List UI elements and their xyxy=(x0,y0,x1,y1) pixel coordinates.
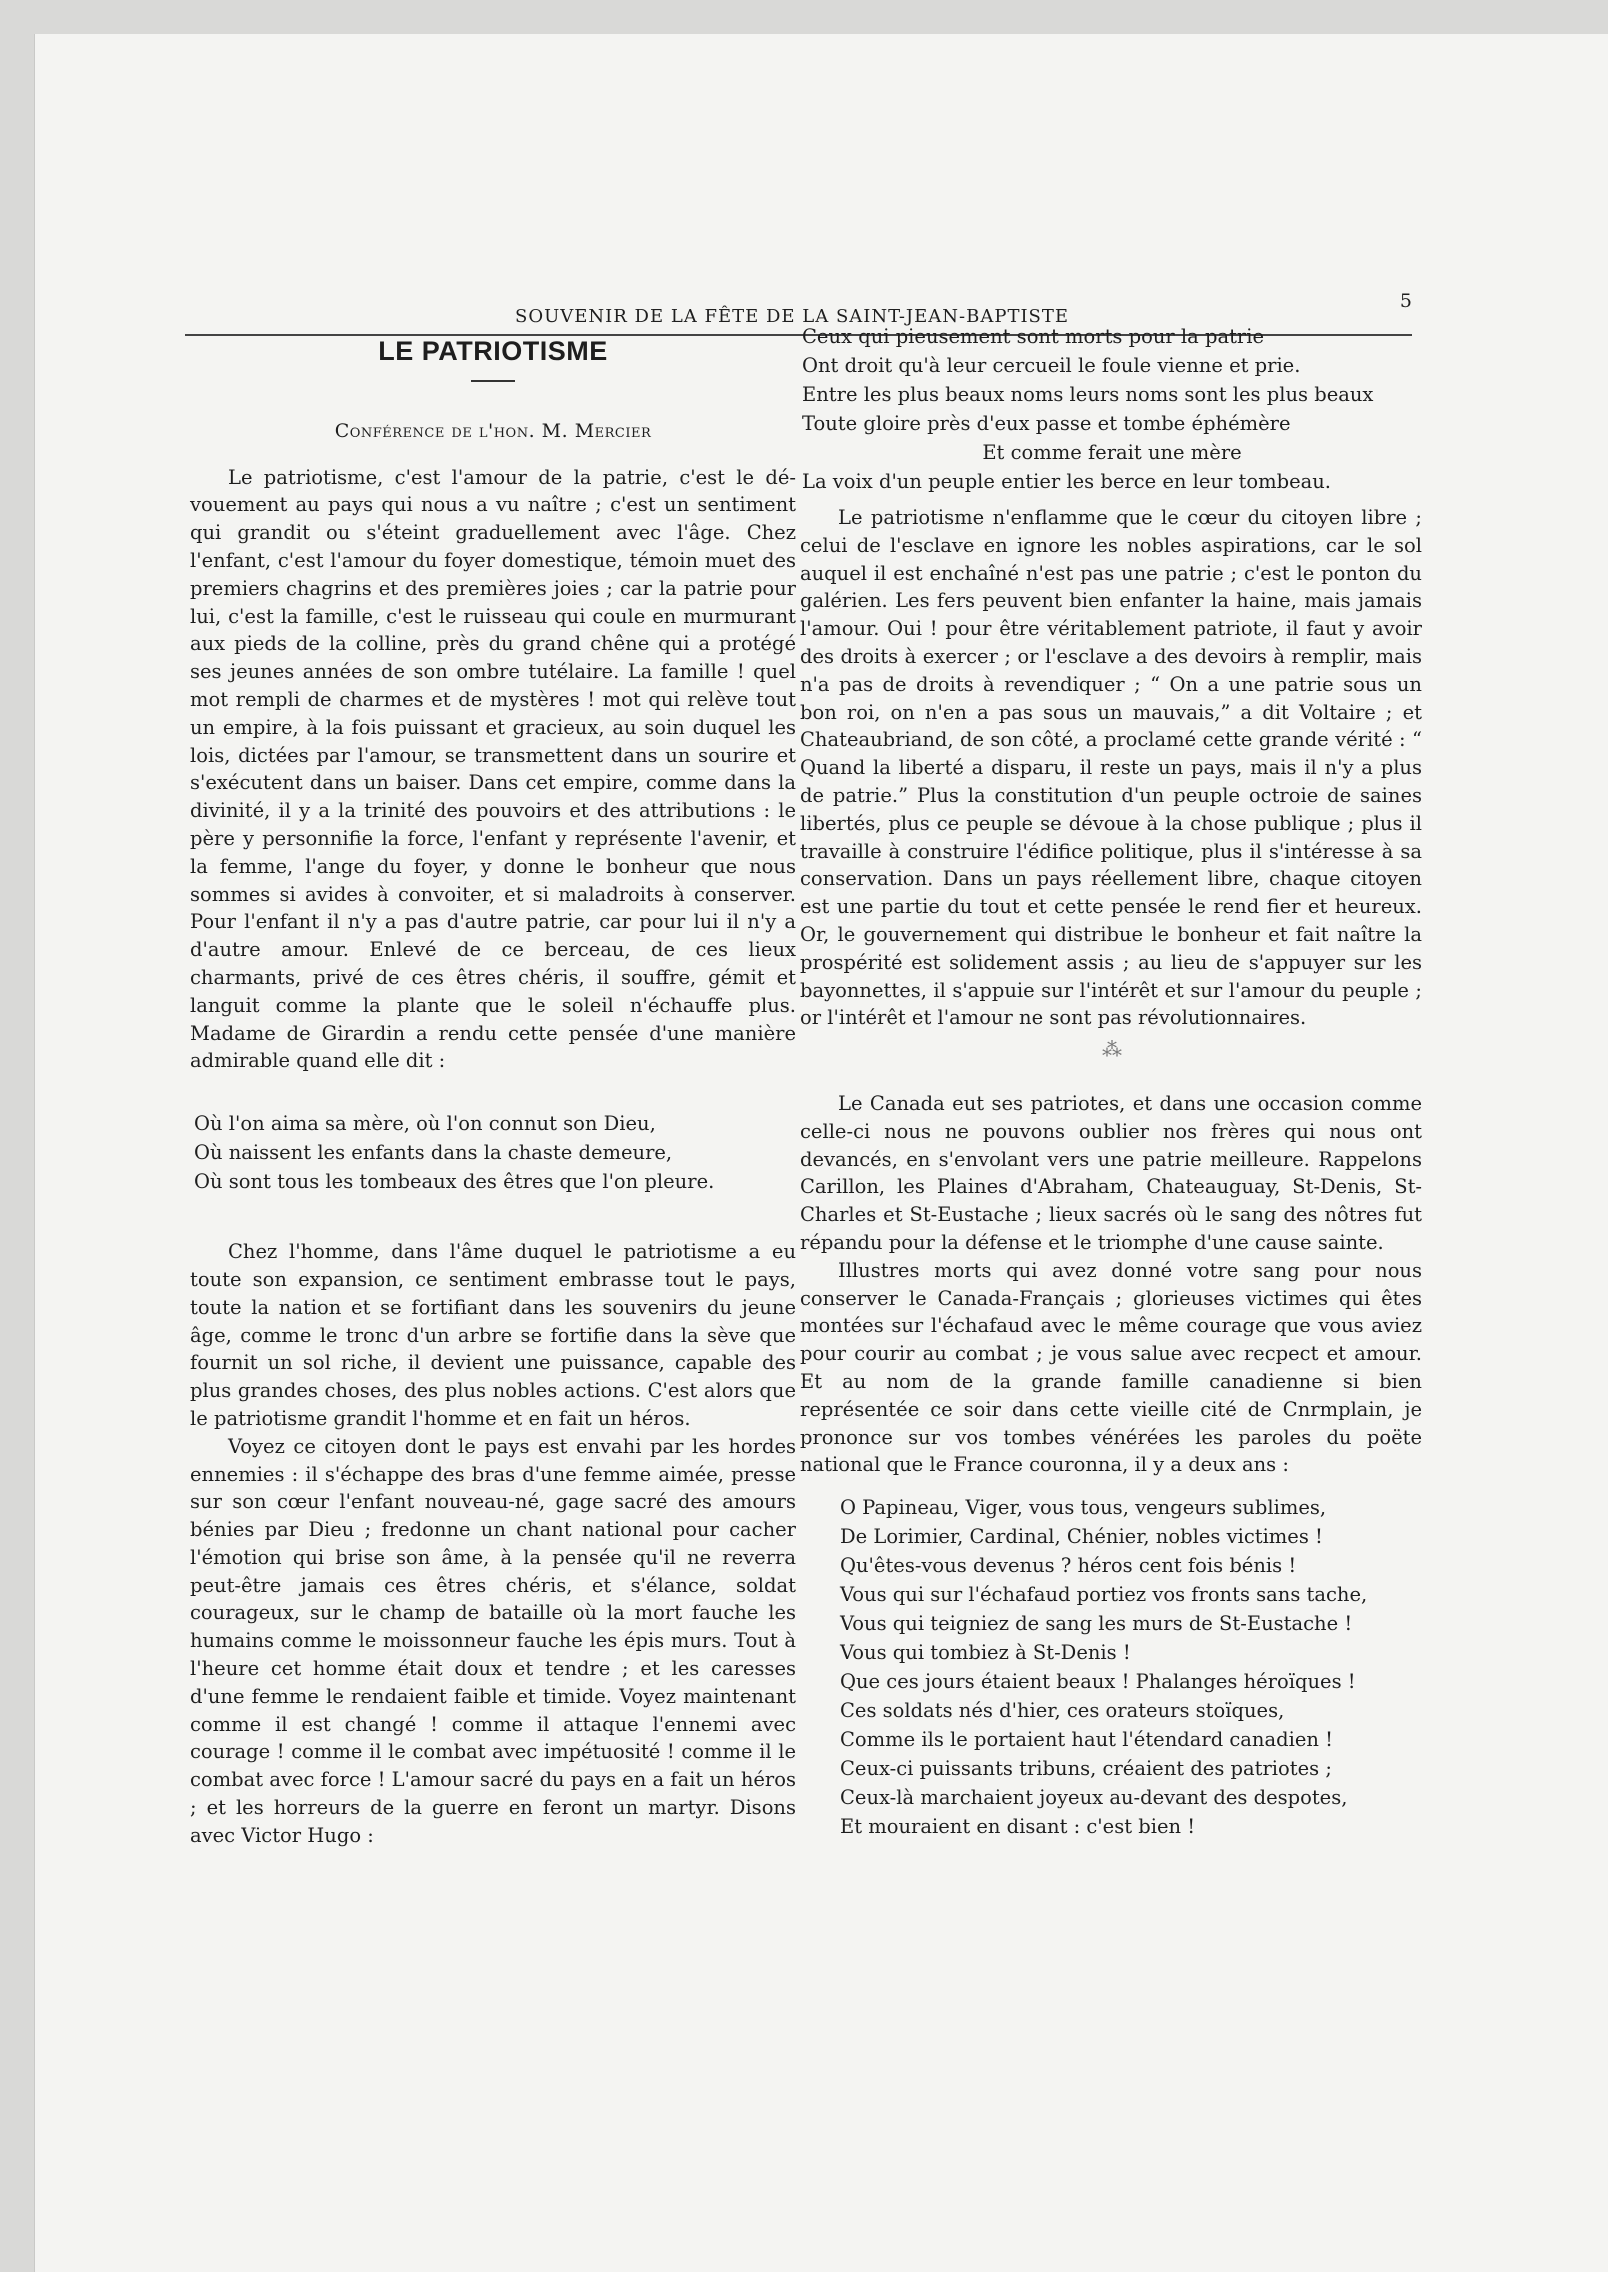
verse-line: Où naissent les enfants dans la chaste demeure, xyxy=(194,1141,673,1165)
page-number: 5 xyxy=(1399,290,1412,312)
verse-line: O Papineau, Viger, vous tous, vengeurs sublimes, xyxy=(840,1496,1327,1520)
article-byline: Conférence de l'hon. M. Mercier xyxy=(334,419,652,442)
verse-patriots xyxy=(840,1493,1422,1841)
running-title: SOUVENIR DE LA FÊTE DE LA SAINT-JEAN-BAPTISTE xyxy=(515,306,1070,327)
verse-line: Ces soldats nés d'hier, ces orateurs stoïques, xyxy=(840,1699,1285,1723)
verse-line: Ont droit qu'à leur cercueil le foule vienne et prie. xyxy=(802,354,1301,377)
left-column xyxy=(190,334,796,1850)
verse-line: Et mouraient en disant : c'est bien ! xyxy=(840,1815,1196,1839)
verse-line: Vous qui sur l'échafaud portiez vos fronts sans tache, xyxy=(840,1583,1368,1607)
right-column xyxy=(800,322,1422,1841)
verse-line: Ceux-là marchaient joyeux au-devant des despotes, xyxy=(840,1786,1348,1810)
verse-line: Et comme ferait une mère xyxy=(982,441,1242,464)
verse-line: Vous qui teigniez de sang les murs de St-Eustache ! xyxy=(840,1612,1353,1636)
verse-line: Où l'on aima sa mère, où l'on connut son Dieu, xyxy=(194,1112,656,1136)
verse-line: Ceux qui pieusement sont morts pour la patrie xyxy=(802,325,1265,348)
verse-line: La voix d'un peuple entier les berce en leur tombeau. xyxy=(802,470,1332,493)
paragraph-canada: Le Canada eut ses patriotes, et dans une occasion comme celle-ci nous ne pouvons oublier nos frères qui nous ont devancés, en s'envolant vers une patrie meilleure. Rappelons Carillon, les Plaines d'Abraham, Chateauguay, St-Denis, St-Charles et St-Eustache ; lieux sacrés où le sang des nôtres fut répandu pour la défense et le triomphe d'une cause sainte. xyxy=(800,1091,1422,1254)
paragraph-man: Chez l'homme, dans l'âme duquel le patriotisme a eu toute son expansion, ce sentiment embrasse tout le pays, toute la nation et se fortifiant dans les souvenirs du jeune âge, comme le tronc d'un arbre se fortifie dans la sève que fournit un sol riche, il devient une puissance, capable des plus grandes choses, des plus nobles actions. C'est alors que le patriotisme grandit l'homme et en fait un héros. xyxy=(190,1240,796,1430)
verse-girardin xyxy=(194,1109,796,1196)
verse-line: Qu'êtes-vous devenus ? héros cent fois bénis ! xyxy=(840,1554,1297,1578)
verse-line: Entre les plus beaux noms leurs noms sont les plus beaux xyxy=(802,383,1374,406)
verse-line: Vous qui tombiez à St-Denis ! xyxy=(840,1641,1131,1665)
article-title: LE PATRIOTISME xyxy=(378,336,608,366)
paragraph-liberty: Le patriotisme n'enflamme que le cœur du citoyen libre ; celui de l'esclave en ignore les nobles aspirations, car le sol auquel il est enchaîné n'est pas une patrie ; c'est le ponton du galérien. Les fers peuvent bien enfanter la haine, mais jamais l'amour. Oui ! pour être véritablement patriote, il faut y avoir des droits à exercer ; or l'esclave a des devoirs à remplir, mais n'a pas de droits à revendiquer ; “ On a une patrie sous un bon roi, on n'en a pas sous un mauvais,” a dit Voltaire ; et Chateaubriand, de son côté, a proclamé cette grande vérité : “ Quand la liberté a disparu, il reste un pays, mais il n'y a plus de patrie.” Plus la constitution d'un peuple octroie de saines libertés, plus ce peuple se dévoue à la chose publique ; plus il travaille à construire l'édifice politique, plus il s'intéresse à sa conservation. Dans un pays réellement libre, chaque citoyen est une partie du tout et cette pensée le rend fier et heureux. Or, le gouvernement qui distribue le bonheur et fait naître la prospérité est solidement assis ; au lieu de s'appuyer sur les bayonnettes, il s'appuie sur l'intérêt et sur l'amour du peuple ; or l'intérêt et l'amour ne sont pas révolutionnaires. xyxy=(800,506,1422,1030)
paragraph-citizen: Voyez ce citoyen dont le pays est envahi par les hordes ennemies : il s'échappe des bras d'une femme aimée, presse sur son cœur l'enfant nouveau-né, gage sacré des amours bénies par Dieu ; fredonne un chant national pour cacher l'émotion qui brise son âme, à la pensée qu'il ne reverra peut-être jamais ces êtres chéris, et s'élance, soldat courageux, sur le champ de bataille où la mort fauche les humains comme le moissonneur fauche les épis murs. Tout à l'heure cet homme était doux et tendre ; et les caresses d'une femme le rendaient faible et timide. Voyez maintenant comme il est changé ! comme il attaque l'ennemi avec courage ! comme il le combat avec impétuosité ! comme il le combat avec force ! L'amour sacré du pays en a fait un héros ; et les horreurs de la guerre en feront un martyr. Disons avec Victor Hugo : xyxy=(190,1434,796,1847)
verse-line: Comme ils le portaient haut l'étendard canadien ! xyxy=(840,1728,1333,1752)
verse-line: Que ces jours étaient beaux ! Phalanges héroïques ! xyxy=(840,1670,1356,1694)
verse-line: Toute gloire près d'eux passe et tombe éphémère xyxy=(802,412,1291,435)
verse-line: De Lorimier, Cardinal, Chénier, nobles victimes ! xyxy=(840,1525,1323,1549)
verse-line: Ceux-ci puissants tribuns, créaient des patriotes ; xyxy=(840,1757,1332,1781)
verse-hugo xyxy=(802,322,1422,496)
paragraph-illustrious-dead: Illustres morts qui avez donné votre sang pour nous conserver le Canada-Français ; glorieuses victimes qui êtes montées sur l'échafaud avec le même courage que vous aviez pour courir au combat ; je vous salue avec recpect et amour. Et au nom de la grande famille canadienne si bien représentée ce soir dans cette vieille cité de Cnrmplain, je prononce sur vos tombes vénérées les paroles du poëte national que le France couronna, il y a deux ans : xyxy=(800,1258,1422,1477)
section-asterism: ⁂ xyxy=(1102,1037,1120,1062)
verse-line: Où sont tous les tombeaux des êtres que l'on pleure. xyxy=(194,1170,715,1194)
paragraph-family: Le patriotisme, c'est l'amour de la patrie, c'est le dévouement au pays qui nous a vu naître ; c'est un sentiment qui grandit ou s'éteint graduellement avec l'âge. Chez l'enfant, c'est l'amour du foyer domestique, témoin muet des premiers chagrins et des premières joies ; car la patrie pour lui, c'est la famille, c'est le ruisseau qui coule en murmurant aux pieds de la colline, près du grand chêne qui a protégé ses jeunes années de son ombre tutélaire. La famille ! quel mot rempli de charmes et de mystères ! mot qui relève tout un empire, à la fois puissant et gracieux, au soin duquel les lois, dictées par l'amour, se transmettent dans un sourire et s'exécutent dans un baiser. Dans cet empire, comme dans la divinité, il y a la trinité des pouvoirs et des attributions : le père y personnifie la force, l'enfant y représente l'avenir, et la femme, l'ange du foyer, y donne le bonheur que nous sommes si avides à convoiter, et si maladroits à conserver. Pour l'enfant il n'y a pas d'autre patrie, car pour lui il n'y a d'autre amour. Enlevé de ce berceau, de ces lieux charmants, privé de ces êtres chéris, il souffre, gémit et languit comme la plante que le soleil n'échauffe plus. Madame de Girardin a rendu cette pensée d'une manière admirable quand elle dit : xyxy=(190,465,796,1073)
title-divider xyxy=(471,380,515,382)
